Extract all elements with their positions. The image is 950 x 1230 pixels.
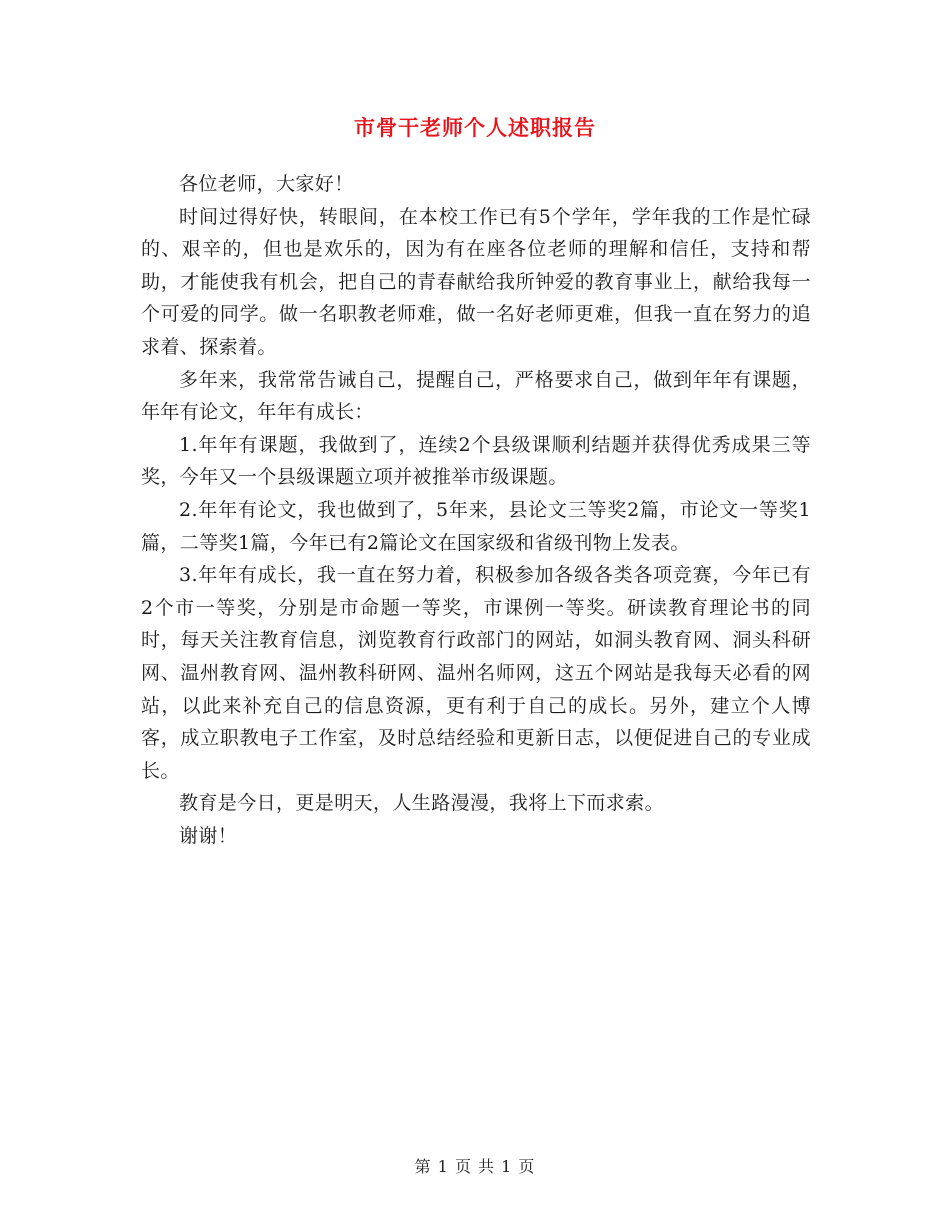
goals-paragraph: 多年来，我常常告诫自己，提醒自己，严格要求自己，做到年年有课题，年年有论文，年年有成长： bbox=[141, 368, 811, 424]
greeting-paragraph: 各位老师，大家好！ bbox=[179, 173, 354, 195]
closing-paragraph: 教育是今日，更是明天，人生路漫漫，我将上下而求索。 bbox=[179, 792, 665, 815]
papers-paragraph: 2.年年有论文，我也做到了，5年来，县论文三等奖2篇，市论文一等奖1篇，二等奖1篇，今年已有2篇论文在国家级和省级刊物上发表。 bbox=[141, 498, 811, 554]
topics-paragraph: 1.年年有课题，我做到了，连续2个县级课顺利结题并获得优秀成果三等奖，今年又一个县级课题立项并被推举市级课题。 bbox=[141, 433, 811, 489]
intro-paragraph: 时间过得好快，转眼间，在本校工作已有5个学年，学年我的工作是忙碌的、艰辛的，但也是欢乐的，因为有在座各位老师的理解和信任，支持和帮助，才能使我有机会，把自己的青春献给我所钟爱的教育事业上，献给我每一个可爱的同学。做一名职教老师难，做一名好老师更难，但我一直在努力的追求着、探索着。 bbox=[141, 205, 811, 358]
thanks-paragraph: 谢谢！ bbox=[179, 824, 238, 847]
document-body bbox=[141, 168, 811, 852]
document-title: 市骨干老师个人述职报告 bbox=[354, 115, 596, 140]
page-footer: 第 1 页 共 1 页 bbox=[414, 1157, 536, 1176]
growth-paragraph: 3.年年有成长，我一直在努力着，积极参加各级各类各项竞赛，今年已有2个市一等奖，分别是市命题一等奖，市课例一等奖。研读教育理论书的同时，每天关注教育信息，浏览教育行政部门的网站，如洞头教育网、洞头科研网、温州教育网、温州教科研网、温州名师网，这五个网站是我每天必看的网站，以此来补充自己的信息资源，更有利于自己的成长。另外，建立个人博客，成立职教电子工作室，及时总结经验和更新日志，以便促进自己的专业成长。 bbox=[141, 564, 811, 782]
